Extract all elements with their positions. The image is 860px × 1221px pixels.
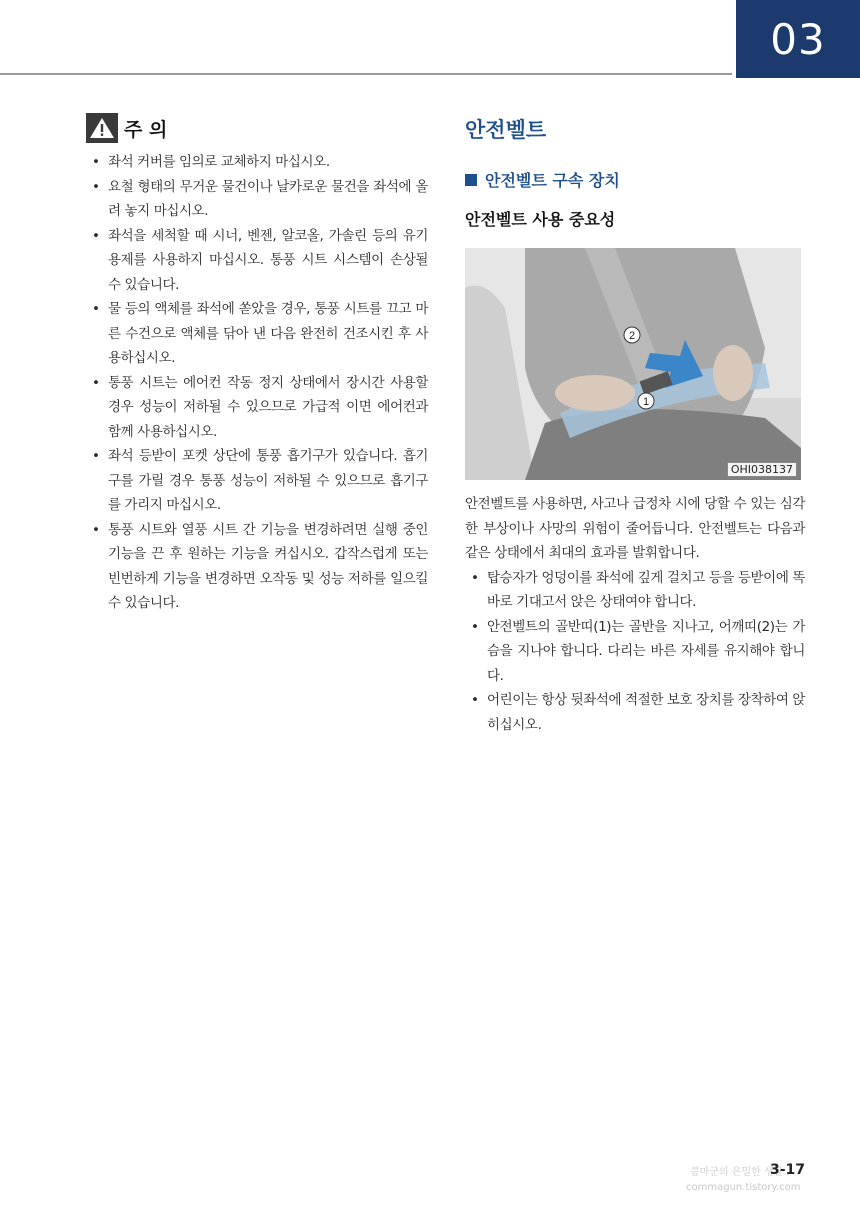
figure-code: OHI038137 xyxy=(727,462,797,477)
callout-2: 2 xyxy=(628,330,636,342)
list-item xyxy=(86,224,428,298)
seatbelt-list xyxy=(465,566,805,738)
list-item xyxy=(86,371,428,445)
section-title: 안전벨트 xyxy=(465,118,547,142)
subsection-heading xyxy=(465,168,805,191)
bullet-icon: • xyxy=(92,154,100,170)
square-bullet-icon xyxy=(465,174,477,186)
watermark-url: commagun.tistory.com xyxy=(686,1182,801,1193)
caution-item-text: 좌석을 세척할 때 시너, 벤젠, 알코올, 가솔린 등의 유기용제를 사용하지 마십시오. 통풍 시트 시스템이 손상될 수 있습니다. xyxy=(108,227,428,293)
chapter-number: 03 xyxy=(770,14,826,64)
intro-paragraph: 안전벨트를 사용하면, 사고나 급정차 시에 당할 수 있는 심각한 부상이나 사망의 위험이 줄어듭니다. 안전벨트는 다음과 같은 상태에서 최대의 효과를 발휘합니다. xyxy=(465,496,805,561)
caution-list xyxy=(86,150,428,616)
list-item xyxy=(86,444,428,518)
caution-title: 주 의 xyxy=(124,118,168,141)
bullet-icon: • xyxy=(471,618,479,635)
callout-1: 1 xyxy=(642,396,650,408)
list-item xyxy=(86,150,428,175)
list-item xyxy=(86,518,428,616)
bullet-icon: • xyxy=(471,692,479,708)
caution-item-text: 통풍 시트와 열풍 시트 간 기능을 변경하려면 실행 중인 기능을 끈 후 원하는 기능을 켜십시오. 갑작스럽게 또는 빈번하게 기능을 변경하면 오작동 및 성능 저하를 일으킬 수 있습니다. xyxy=(108,521,428,611)
bullet-icon: • xyxy=(92,301,100,317)
chapter-tab xyxy=(736,0,860,78)
list-item xyxy=(465,688,805,737)
bullet-icon: • xyxy=(471,569,479,586)
list-item xyxy=(86,175,428,224)
watermark-text: 콤마군의 은밀한 생활 xyxy=(690,1167,784,1178)
list-item xyxy=(465,566,805,615)
seatbelt-figure-drawing xyxy=(465,248,801,480)
bullet-icon: • xyxy=(92,178,100,195)
seatbelt-item-text: 안전벨트의 골반띠(1)는 골반을 지나고, 어깨띠(2)는 가슴을 지나야 합니다. 다리는 바른 자세를 유지해야 합니다. xyxy=(487,618,805,684)
list-item xyxy=(86,297,428,371)
caution-item-text: 요철 형태의 무거운 물건이나 날카로운 물건을 좌석에 올려 놓지 마십시오. xyxy=(108,178,428,219)
list-item xyxy=(465,615,805,689)
caution-box xyxy=(86,112,428,616)
seatbelt-item-text: 어린이는 항상 뒷좌석에 적절한 보호 장치를 장착하여 앉히십시오. xyxy=(487,692,805,733)
seatbelt-section xyxy=(465,112,805,737)
caution-header xyxy=(86,112,428,144)
bullet-icon: • xyxy=(92,521,100,538)
subsection-title: 안전벨트 구속 장치 xyxy=(485,171,620,190)
warning-triangle-icon xyxy=(86,113,118,143)
caution-item-text: 통풍 시트는 에어컨 작동 정지 상태에서 장시간 사용할 경우 성능이 저하될 수 있으므로 가급적 이면 에어컨과 함께 사용하십시오. xyxy=(108,374,428,440)
caution-item-text: 좌석 커버를 임의로 교체하지 마십시오. xyxy=(108,154,330,170)
seatbelt-item-text: 탑승자가 엉덩이를 좌석에 깊게 걸치고 등을 등받이에 똑바로 기대고서 앉은 상태여야 합니다. xyxy=(487,569,805,610)
bullet-icon: • xyxy=(92,374,100,391)
caution-item-text: 물 등의 액체를 좌석에 쏟았을 경우, 통풍 시트를 끄고 마른 수건으로 액체를 닦아 낸 다음 완전히 건조시킨 후 사용하십시오. xyxy=(108,301,428,366)
caution-item-text: 좌석 등받이 포켓 상단에 통풍 흡기구가 있습니다. 흡기구를 가릴 경우 통풍 성능이 저하될 수 있으므로 흡기구를 가리지 마십시오. xyxy=(108,448,428,513)
header-rule xyxy=(0,73,732,75)
bullet-icon: • xyxy=(92,227,100,244)
bullet-icon: • xyxy=(92,448,100,464)
page-number: 3-17 xyxy=(770,1162,806,1178)
topic-heading: 안전벨트 사용 중요성 xyxy=(465,210,616,229)
seatbelt-illustration xyxy=(465,248,801,480)
